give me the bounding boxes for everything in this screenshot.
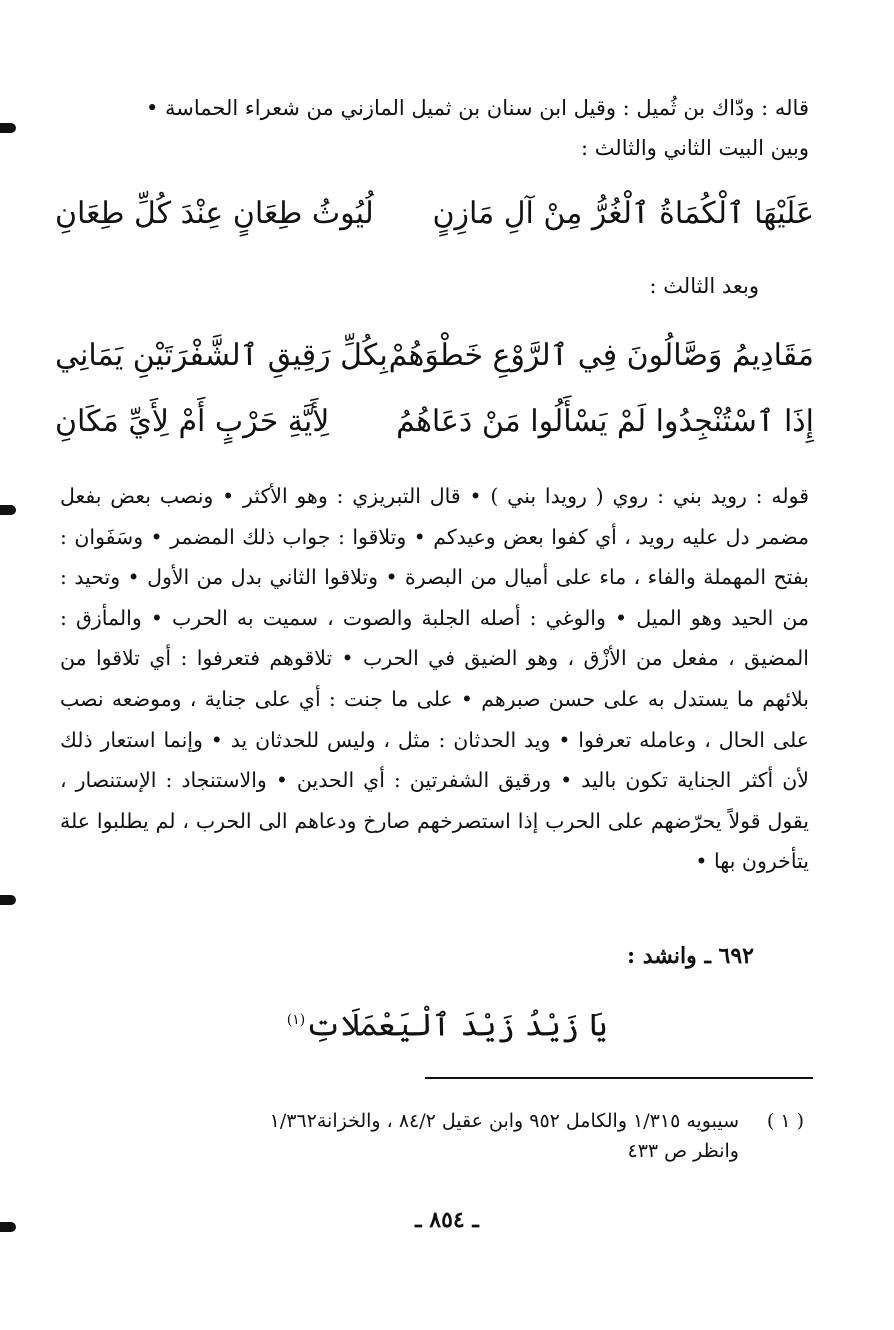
- verse-1-second-hemistich: لُيُوثُ طِعَانٍ عِنْدَ كُلِّ طِعَانِ: [55, 196, 374, 231]
- section-heading: ٦٩٢ ـ وانشد :: [626, 943, 754, 969]
- footnote-reference: (١): [286, 1012, 306, 1028]
- verse-3-first-hemistich: إِذَا ٱسْتُنْجِدُوا لَمْ يَسْأَلُوا مَنْ دَعَاهُمُ: [396, 404, 814, 439]
- verse-1-first-hemistich: عَلَيْهَا ٱلْكُمَاةُ ٱلْغُرُّ مِنْ آلِ مَازِنٍ: [432, 196, 814, 231]
- binding-mark: [0, 895, 16, 905]
- verse-1: [55, 186, 814, 242]
- footnote-line: سيبويه ١/٣١٥ والكامل ٩٥٢ وابن عقيل ٨٤/٢ ، والخزانة١/٣٦٢: [269, 1110, 739, 1132]
- verse-2-second-hemistich: بِكُلِّ رَقِيقِ ٱلشَّفْرَتَيْنِ يَمَانِي: [55, 338, 388, 373]
- binding-mark: [0, 123, 16, 133]
- after-third-label: وبعد الثالث :: [649, 274, 759, 298]
- footnote-number: ( ١ ): [766, 1110, 804, 1132]
- verse-3: [55, 394, 814, 450]
- verse-3-second-hemistich: لِأَيَّةِ حَرْبٍ أَمْ لِأَيِّ مَكَانِ: [55, 404, 330, 439]
- binding-mark: [0, 505, 16, 515]
- footnote-line: وانظر ص ٤٣٣: [627, 1140, 739, 1162]
- quoted-verse-text: يَا زَيْدُ زَيْدَ ٱلْيَعْمَلَاتِ: [305, 1007, 608, 1044]
- intro-paragraph: [60, 88, 809, 168]
- page-number: ـ ٨٥٤ ـ: [415, 1207, 479, 1233]
- intro-line: وبين البيت الثاني والثالث :: [580, 136, 809, 160]
- commentary-paragraph: قوله : رويد بني : روي ( رويدا بني ) • قال التبريزي : وهو الأكثر • ونصب بعض بفعل مضمر دل عليه رويد ، أي كفوا بعض وعيدكم • وتلاقوا : جواب ذلك المضمر • وسَفَوان : بفتح المهملة والفاء ، ماء على أميال من البصرة • وتلاقوا الثاني بدل من الأول • وتحيد : من الحيد وهو الميل • والوغي : أصله الجلبة والصوت ، سميت به الحرب • والمأزق : المضيق ، مفعل من الأزْق ، وهو الضيق في الحرب • تلاقوهم فتعرفوا : أي تلاقوا من بلائهم ما يستدل به على حسن صبرهم • على ما جنت : أي على جناية ، وموضعه نصب على الحال ، وعامله تعرفوا • ويد الحدثان : مثل ، وليس للحدثان يد • وإنما استعار ذلك لأن أكثر الجناية تكون باليد • ورقيق الشفرتين : أي الحدين • والاستنجاد : الإستنصار ، يقول قولاً يحرّضهم على الحرب إذا استصرخهم صارخ ودعاهم الى الحرب ، لم يطلبوا علة يتأخرون بها •: [60, 484, 809, 874]
- intro-line: قاله : ودّاك بن ثُميل : وقيل ابن سنان بن ثميل المازني من شعراء الحماسة •: [145, 96, 809, 120]
- footnote-divider: [425, 1077, 813, 1079]
- verse-2-first-hemistich: مَقَادِيمُ وَصَّالُونَ فِي ٱلرَّوْعِ خَطْوَهُمْ: [388, 338, 814, 373]
- footnote: [60, 1106, 739, 1166]
- verse-2: [55, 328, 814, 384]
- quoted-verse: [0, 990, 894, 1055]
